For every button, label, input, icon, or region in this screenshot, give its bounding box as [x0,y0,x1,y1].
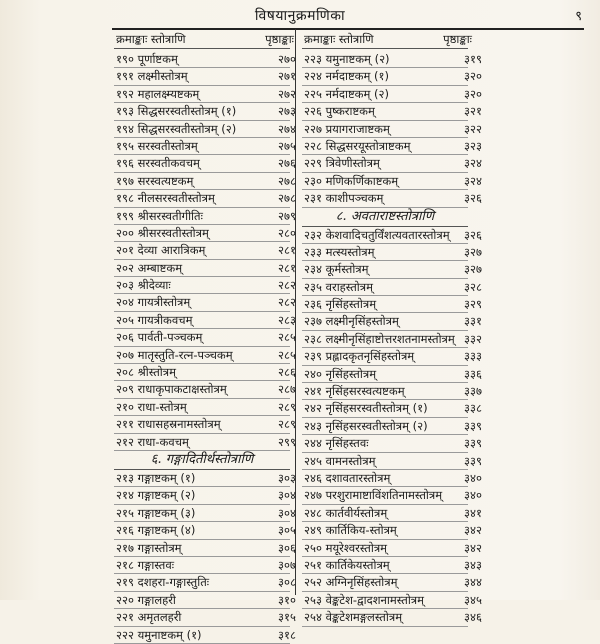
page-title: विषयानुक्रमणिका [254,8,346,24]
entry-title: २०८ श्रीस्तोत्रम् [116,365,176,380]
entry-title: २१८ गङ्गास्तवः [116,557,175,572]
toc-entry [302,227,482,244]
entry-page-number: ३०५ [278,523,296,538]
entry-page-number: ३२८ [464,279,482,294]
toc-entry [302,540,482,557]
entry-page-number: २९९ [278,434,296,449]
toc-entry [114,505,296,522]
toc-entry [302,261,482,278]
toc-entry [114,138,296,155]
entry-title: २४१ नृसिंहसरस्वत्यष्टकम् [304,384,405,399]
toc-entry [114,242,296,259]
entry-page-number: २७८ [278,173,296,188]
entry-title: २१४ गङ्गाष्टकम् (२) [116,488,196,503]
entry-page-number: २७८ [278,191,296,206]
entry-page-number: २८२ [278,295,296,310]
toc-entry [302,279,482,296]
entry-page-number: ३२० [464,69,482,84]
toc-entry [114,381,296,398]
entry-title: २४७ परशुरामाष्टाविंशतिनामस्तोत्रम् [304,488,443,503]
toc-entry [302,138,482,155]
entry-title: २०५ गायत्रीकवचम् [116,312,193,327]
entry-page-number: २८७ [278,382,296,397]
toc-entry [302,244,482,261]
entry-title: २५० मयूरेश्वरस्तोत्रम् [304,540,388,555]
toc-entry [302,121,482,138]
entry-page-number: ३०३ [278,470,296,485]
toc-entry [302,86,482,103]
entry-title: २४३ नृसिंहसरस्वतीस्तोत्रम् (२) [304,418,428,433]
left-column [114,32,296,644]
entry-page-number: ३२० [464,86,482,101]
entry-title: २४६ दशावतारस्तोत्रम् [304,470,391,485]
toc-entry [302,453,482,470]
entry-title: २१५ गङ्गाष्टकम् (३) [116,505,196,520]
toc-entry [114,627,296,644]
entry-page-number: ३४० [464,488,482,503]
entry-page-number: ३३९ [464,436,482,451]
entry-page-number: ३३८ [464,401,482,416]
toc-entry [114,364,296,381]
entry-title: २११ राधासहस्रनामस्तोत्रम् [116,417,221,432]
entry-title: २२१ अमृतलहरी [116,610,182,625]
entry-page-number: ३३१ [464,314,482,329]
toc-entry [114,312,296,329]
toc-entry [114,190,296,207]
entry-title: २१६ गङ्गाष्टकम् (४) [116,523,196,538]
entry-page-number: २८१ [278,243,296,258]
entry-page-number: २७० [278,52,296,66]
entry-title: १९७ सरस्वत्यष्टकम् [116,173,194,188]
entry-page-number: २७६ [278,156,296,171]
toc-entry [114,155,296,172]
left-column-header [114,32,294,49]
entry-page-number: २८६ [278,365,296,380]
toc-entry [302,383,482,400]
entry-page-number: ३२१ [464,104,482,119]
entry-title: २०९ राधाकृपाकटाक्षस्तोत्रम् [116,382,227,397]
entry-title: २४४ नृसिंहस्तवः [304,436,369,451]
entry-page-number: ३३७ [464,384,482,399]
entry-page-number: ३३२ [464,331,482,346]
entry-title: २०४ गायत्रीस्तोत्रम् [116,295,191,310]
entry-page-number: २८९ [278,417,296,432]
entry-page-number: २८२ [278,278,296,293]
entry-page-number: ३२७ [464,262,482,277]
entry-title: २५३ वेङ्कटेश-द्वादशनामस्तोत्रम् [304,592,425,607]
entry-page-number: ३२९ [464,297,482,312]
right-column [302,32,482,627]
entry-title: २३५ वराहस्तोत्रम् [304,279,374,294]
entry-title: १९८ नीलसरस्वतीस्तोत्रम् [116,191,215,206]
entry-title: २५२ अग्निनृसिंहस्तोत्रम् [304,575,398,590]
entry-page-number: ३२४ [464,173,482,188]
toc-entry [302,487,482,504]
entry-title: २५१ कार्तिकेयस्तोत्रम् [304,557,390,572]
entry-title: १९० पूर्णाष्टकम् [116,52,178,66]
section-title: ६. गङ्गादितीर्थस्तोत्राणि [114,451,290,470]
toc-entry [114,557,296,574]
toc-entry [114,540,296,557]
entry-page-number: ३२४ [464,156,482,171]
toc-entry [114,277,296,294]
toc-entry [302,574,482,591]
toc-entry [302,366,482,383]
header-rule [112,28,584,30]
toc-entry [114,347,296,364]
toc-entry [302,557,482,574]
toc-entry [114,294,296,311]
entry-page-number: २८५ [278,347,296,362]
entry-page-number: ३४२ [464,540,482,555]
toc-entry [302,190,482,207]
entry-page-number: ३०७ [278,557,296,572]
entry-title: २३७ लक्ष्मीनृसिंहस्तोत्रम् [304,314,399,329]
toc-entry [114,121,296,138]
entry-page-number: ३१९ [464,52,482,66]
toc-entry [114,592,296,609]
toc-entry [302,313,482,330]
toc-entry [114,522,296,539]
entry-title: १९१ लक्ष्मीस्तोत्रम् [116,69,188,84]
entry-page-number: ३०४ [278,488,296,503]
entry-title: २३८ लक्ष्मीनृसिंहाष्टोत्तरशतनामस्तोत्रम् [304,331,455,346]
toc-entry [114,260,296,277]
entry-title: २०२ अम्बाष्टकम् [116,260,183,275]
entry-title: २४५ वामनस्तोत्रम् [304,453,376,468]
toc-entry [114,434,296,451]
toc-entry [302,296,482,313]
entry-page-number: ३३९ [464,418,482,433]
entry-page-number: ३०४ [278,505,296,520]
right-column-header [302,32,472,49]
entry-title: २४० नृसिंहस्तोत्रम् [304,366,377,381]
entry-title: २१३ गङ्गाष्टकम् (१) [116,470,196,485]
entry-title: २३९ प्रह्लादकृतनृसिंहस्तोत्रम् [304,349,415,364]
entry-page-number: २७२ [278,86,296,101]
entry-title: २२३ यमुनाष्टकम् (२) [304,52,390,66]
entry-page-number: ३३३ [464,349,482,364]
entry-page-number: ३३९ [464,453,482,468]
toc-entry [302,470,482,487]
toc-entry [114,574,296,591]
entry-page-number: ३३६ [464,366,482,381]
entry-page-number: ३२७ [464,244,482,259]
toc-entry [114,173,296,190]
entry-page-number: २७४ [278,121,296,136]
entry-title: २२९ त्रिवेणीस्तोत्रम् [304,156,380,171]
entry-title: २३४ कूर्मस्तोत्रम् [304,262,369,277]
entry-title: २१० राधा-स्तोत्रम् [116,399,187,414]
entry-title: २२२ यमुनाष्टकम् (१) [116,627,202,642]
entry-page-number: ३२२ [464,121,482,136]
entry-title: २२७ प्रयागराजाष्टकम् [304,121,390,136]
entry-title: २०३ श्रीदेव्याः [116,278,171,293]
entry-page-number: ३०६ [278,540,296,555]
entry-title: २१२ राधा-कवचम् [116,434,189,449]
entry-title: २३१ काशीपञ्चकम् [304,191,384,206]
entry-page-number: ३२३ [464,138,482,153]
entry-page-number: २८३ [278,312,296,327]
section-title: ८. अवताराष्टस्तोत्राणि [302,208,468,227]
toc-entry [114,416,296,433]
entry-title: २४२ नृसिंहसरस्वतीस्तोत्रम् (१) [304,401,428,416]
toc-entry [302,400,482,417]
entry-page-number: २७१ [278,69,296,84]
entry-page-number: ३२६ [464,227,482,242]
toc-entry [302,51,482,68]
toc-entry [114,68,296,85]
entry-title: २०७ मातृस्तुति-रत्न-पञ्चकम् [116,347,233,362]
toc-entry [302,155,482,172]
toc-entry [302,609,482,626]
entry-title: १९२ महालक्ष्म्यष्टकम् [116,86,200,101]
entry-page-number: २८९ [278,399,296,414]
entry-page-number: ३४६ [464,610,482,625]
entry-page-number: ३१५ [278,610,296,625]
toc-entry [114,208,296,225]
column-header-items: क्रमाङ्काः स्तोत्राणि [304,32,374,46]
entry-title: १९९ श्रीसरस्वतीगीतिः [116,208,203,223]
entry-title: १९५ सरस्वतीस्तोत्रम् [116,138,198,153]
toc-entry [114,609,296,626]
entry-title: २०१ देव्या आरात्रिकम् [116,243,206,258]
entry-page-number: ३४३ [464,557,482,572]
entry-page-number: ३४४ [464,575,482,590]
toc-entry [114,487,296,504]
toc-entry [302,68,482,85]
entry-title: २४९ कार्तिकिय-स्तोत्रम् [304,523,397,538]
entry-page-number: ३१८ [278,627,296,642]
toc-entry [302,348,482,365]
entry-title: १९३ सिद्धसरस्वतीस्तोत्रम् (१) [116,104,237,119]
toc-entry [114,329,296,346]
entry-page-number: २७५ [278,138,296,153]
toc-entry [302,331,482,348]
entry-title: २१९ दशहरा-गङ्गास्तुतिः [116,575,210,590]
page-header [0,6,600,26]
entry-page-number: २७३ [278,104,296,119]
entry-page-number: ३४२ [464,523,482,538]
entry-title: २२६ पुष्कराष्टकम् [304,104,375,119]
toc-entry [302,435,482,452]
toc-entry [114,470,296,487]
entry-title: २०० श्रीसरस्वतीस्तोत्रम् [116,225,209,240]
entry-page-number: ३०८ [278,575,296,590]
page-number: ९ [575,9,582,24]
toc-entry [302,522,482,539]
toc-entry [114,225,296,242]
entry-page-number: २८० [278,225,296,240]
column-header-pages: पृष्ठाङ्काः [265,32,294,46]
entry-title: २३६ नृसिंहस्तोत्रम् [304,297,377,312]
toc-entry [114,86,296,103]
toc-entry [302,103,482,120]
entry-title: २२० गङ्गालहरी [116,592,176,607]
entry-page-number: २८५ [278,330,296,345]
toc-entry [114,51,296,68]
entry-title: २३३ मत्स्यस्तोत्रम् [304,244,375,259]
entry-page-number: ३४५ [464,592,482,607]
entry-page-number: ३२६ [464,191,482,206]
entry-title: २२८ सिद्धसरयूस्तोत्राष्टकम् [304,138,411,153]
toc-entry [114,103,296,120]
entry-title: २४८ कार्तवीर्यस्तोत्रम् [304,505,388,520]
entry-title: २३० मणिकर्णिकाष्टकम् [304,173,399,188]
entry-title: १९६ सरस्वतीकवचम् [116,156,200,171]
entry-title: २५४ वेङ्कटेशमङ्गलस्तोत्रम् [304,610,403,625]
entry-page-number: ३४० [464,470,482,485]
entry-page-number: ३१० [278,592,296,607]
entry-page-number: २८१ [278,260,296,275]
column-header-pages: पृष्ठाङ्काः [443,32,472,46]
entry-title: २२४ नर्मदाष्टकम् (१) [304,69,389,84]
toc-entry [302,418,482,435]
entry-title: २१७ गङ्गास्तोत्रम् [116,540,182,555]
toc-entry [114,399,296,416]
entry-title: २२५ नर्मदाष्टकम् (२) [304,86,389,101]
toc-entry [302,592,482,609]
entry-page-number: २७९ [278,208,296,223]
entry-title: २३२ केशवादिचतुर्विंशत्यवतारस्तोत्रम् [304,227,450,242]
column-header-items: क्रमाङ्काः स्तोत्राणि [116,32,186,46]
entry-title: २०६ पार्वती-पञ्चकम् [116,330,203,345]
entry-title: १९४ सिद्धसरस्वतीस्तोत्रम् (२) [116,121,237,136]
toc-entry [302,173,482,190]
toc-entry [302,505,482,522]
entry-page-number: ३४१ [464,505,482,520]
